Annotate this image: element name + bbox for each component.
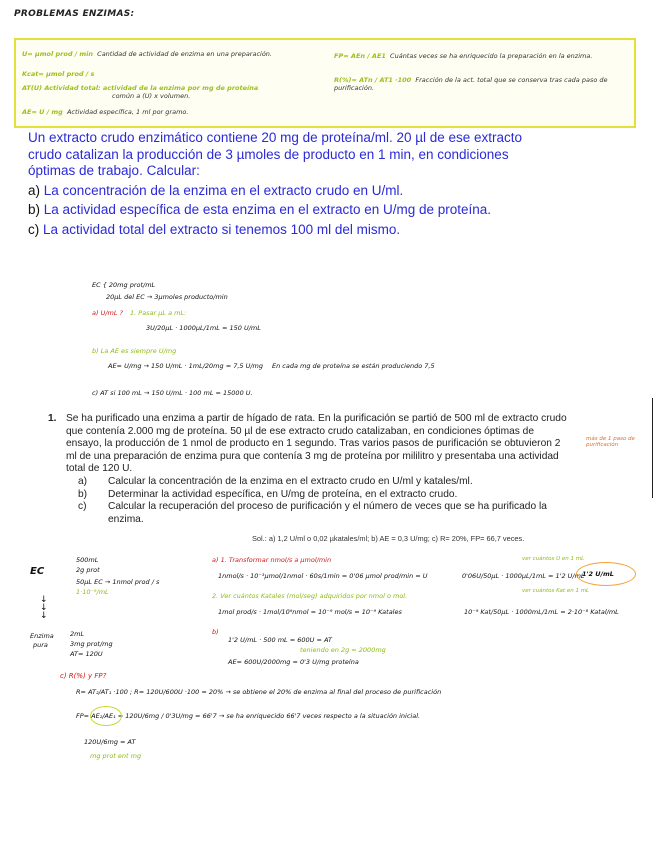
work2-c-note: mg prot ent mg [90,752,142,760]
formula-kcat: Kcat= μmol prod / s [22,70,95,78]
work2-pure-block1: 2mL [70,630,85,638]
work2-pure-block3: AT= 120U [70,650,103,658]
work2-b-calc1: 1'2 U/mL · 500 mL = 600U = AT [228,636,332,644]
fp-highlight-circle [90,706,122,726]
work2-pure-label1: Enzima [30,632,54,640]
exercise-stem: Se ha purificado una enzima a partir de hígado de rata. En la purificación se partió de 500 ml de extracto crudo que contenía 2.000 mg de proteína. 50 µl de ese extracto crudo catalizaban, en condiciones óptimas de ensayo, la producción de 1 nmol de producto en 1 segundo. Tras varios pasos de purificación se obtuvieron 2 ml de una preparación de enzima pura que contenía 3 mg de proteína por mililitro y presentaba una actividad total de 120 U. [66,413,567,475]
formula-at-note: común a (U) x volumen. [112,92,191,100]
formula-summary-box [14,38,636,128]
formula-ua: U= μmol prod / min Cantidad de actividad de enzima en una preparación. [22,50,272,58]
work2-b-label: b) [212,628,219,636]
exercise-margin-note: más de 1 paso de purificación [586,436,635,448]
work2-ec-label: EC [30,566,45,577]
work2-c-calc3: 120U/6mg = AT [84,738,136,746]
work2-ec-block2: 2g prot [76,566,100,574]
work2-a-head2: 2. Ver cuántos Katales (mol/seg) adquiridos por nmol o mol. [212,592,408,600]
formula-fp: FP= AEn / AE1 Cuántas veces se ha enriquecido la preparación en la enzima. [334,52,593,60]
problem-text: Un extracto crudo enzimático contiene 20 mg de proteína/ml. 20 µl de ese extracto crudo catalizan la producción de 3 µmoles de producto en 1 min, en condiciones óptimas de trabajo. Calcular: [28,130,523,178]
work2-b-note: teniendo en 2g = 2000mg [300,646,386,654]
work1-a-calc: 3U/20μL · 1000μL/1mL = 150 U/mL [146,324,261,332]
page-title: PROBLEMAS ENZIMAS: [14,9,135,19]
work2-pure-label2: pura [33,641,48,649]
exercise-part-b: b) Determinar la actividad específica, en U/mg de proteína, en el extracto crudo. [78,488,458,500]
formula-r: R(%)= ATn / AT1 ·100 Fracción de la act. total que se conserva tras cada paso de purificación. [334,76,608,92]
formula-ae: AE= U / mg Actividad específica, 1 ml por gramo. [22,108,189,116]
work2-a-calc4: 10⁻⁹ Kat/50μL · 1000mL/1mL = 2·10⁻⁸ Katal/mL [464,608,619,616]
work2-arrow-icon: ↓ ↓ ↓ [40,595,48,621]
work2-a-note2: ver cuántos Kat en 1 mL [522,588,590,594]
work2-c-head: c) R(%) y FP? [60,672,107,680]
work2-b-calc2: AE= 600U/2000mg = 0'3 U/mg proteína [228,658,359,666]
work2-c-calc1: R= AT₂/AT₁ ·100 ; R= 120U/600U ·100 = 20% → se obtiene el 20% de enzima al final del proceso de purificación [76,688,442,696]
work2-a-note1: ver cuántos U en 1 mL [522,556,585,562]
work2-pure-block2: 3mg prot/mg [70,640,113,648]
work2-a-calc2: 0'06U/50μL · 1000μL/1mL = 1'2 U/mL [462,572,585,580]
work2-ec-note: 1·10⁻⁹/mL [76,588,109,596]
exercise-number: 1. [48,413,57,424]
exercise-part-a: a) Calcular la concentración de la enzima en el extracto crudo en U/ml y katales/ml. [78,475,473,487]
formula-at: AT(U) Actividad total: actividad de la enzima por mg de proteína [22,84,259,92]
work2-ec-block3: 50μL EC → 1nmol prod / s [76,578,160,586]
question-a: a) La concentración de la enzima en el extracto crudo en U/ml. [28,182,404,198]
work2-a-calc3: 1mol prod/s · 1mol/10⁹nmol = 10⁻⁹ mol/s = 10⁻⁹ Katales [218,608,402,616]
solution-line: Sol.: a) 1,2 U/ml o 0,02 µkatales/ml; b) AE = 0,3 U/mg; c) R= 20%, FP= 66,7 veces. [252,534,525,543]
exercise-1 [48,413,572,526]
exercise-part-c: c) Calcular la recuperación del proceso de purificación y el número de veces que se ha purificado la enzima. [78,501,547,525]
work1-b-label: b) La AE es siempre U/mg [92,347,177,355]
work2-a-head: a) 1. Transformar nmol/s a μmol/min [212,556,332,564]
work1-a-label: a) U/mL ? [92,309,124,317]
question-c: c) La actividad total del extracto si tenemos 100 ml del mismo. [28,221,401,237]
work1-c-calc: c) AT si 100 mL → 150 U/mL · 100 mL = 15000 U. [92,389,253,397]
question-b: b) La actividad específica de esta enzima en el extracto en U/mg de proteína. [28,202,492,217]
work2-a-calc1: 1nmol/s · 10⁻³μmol/1nmol · 60s/1min = 0'06 μmol prod/min = U [218,572,428,580]
work1-ec-line2: 20μL del EC → 3μmoles producto/min [106,293,228,301]
problem-statement [28,130,528,241]
margin-rule [652,398,653,498]
work2-result-circle: 1'2 U/mL [582,570,614,578]
work1-b-note: En cada mg de proteína se están produciendo 7,5 [272,362,435,370]
work1-ec-line1: EC { 20mg prot/mL [92,281,156,289]
work1-a-note: 1. Pasar μL a mL: [130,309,187,317]
work2-ec-block1: 500mL [76,556,99,564]
work1-b-calc: AE= U/mg → 150 U/mL · 1mL/20mg = 7,5 U/mg [108,362,264,370]
work2-c-calc2: FP= AE₂/AE₁ = 120U/6mg / 0'3U/mg = 66'7 → se ha enriquecido 66'7 veces respecto a la situación inicial. [76,712,421,720]
